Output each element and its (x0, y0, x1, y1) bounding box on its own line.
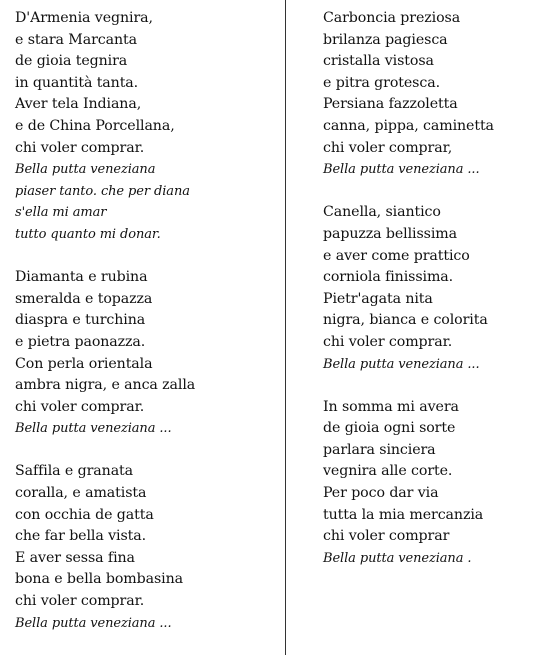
right-column (323, 8, 494, 591)
verse-line: e aver come prattico (323, 247, 470, 264)
verse-line: In somma mi avera (323, 398, 459, 415)
refrain-line: Bella putta veneziana . (323, 550, 472, 566)
verse-line: cristalla vistosa (323, 53, 434, 70)
verse-line: vegnira alle corte. (323, 463, 453, 480)
verse-line: D'Armenia vegnira, (15, 10, 153, 26)
verse-line: e pietra paonazza. (15, 333, 146, 350)
stanza (15, 8, 195, 246)
left-column (15, 8, 195, 656)
verse-line: e stara Marcanta (15, 31, 137, 48)
verse-line: chi voler comprar (323, 528, 450, 545)
verse-line: Persiana fazzoletta (323, 96, 458, 113)
refrain-line: Bella putta veneziana ... (323, 356, 480, 372)
verse-line: Canella, siantico (323, 204, 441, 221)
verse-line: canna, pippa, caminetta (323, 117, 494, 134)
verse-line: Carboncia preziosa (323, 10, 461, 26)
stanza (323, 8, 494, 181)
verse-line: chi voler comprar. (15, 593, 145, 610)
verse-line: Aver tela Indiana, (15, 96, 142, 113)
verse-line: coralla, e amatista (15, 485, 147, 502)
verse-line: Per poco dar via (323, 485, 439, 502)
refrain-line: Bella putta veneziana ... (323, 162, 480, 178)
refrain-line: tutto quanto mi donar. (15, 226, 161, 242)
stanza (15, 461, 195, 634)
verse-line: chi voler comprar. (15, 398, 145, 415)
verse-line: Pietr'agata nita (323, 290, 433, 307)
refrain-line: s'ella mi amar (15, 205, 107, 221)
verse-line: e pitra grotesca. (323, 74, 440, 91)
verse-line: tutta la mia mercanzia (323, 506, 484, 523)
refrain-line: Bella putta veneziana ... (15, 615, 172, 631)
verse-line: nigra, bianca e colorita (323, 312, 488, 329)
refrain-line: Bella putta veneziana (15, 162, 156, 178)
verse-line: con occhia de gatta (15, 506, 154, 523)
column-divider (285, 0, 286, 655)
verse-line: parlara sinciera (323, 441, 436, 458)
verse-line: smeralda e topazza (15, 290, 153, 307)
verse-line: in quantità tanta. (15, 74, 139, 91)
verse-line: e de China Porcellana, (15, 117, 175, 134)
verse-line: che far bella vista. (15, 528, 147, 545)
verse-line: de gioia tegnira (15, 53, 128, 70)
stanza (15, 267, 195, 440)
verse-line: bona e bella bombasina (15, 571, 183, 588)
stanza (323, 397, 494, 570)
verse-line: chi voler comprar. (323, 333, 453, 350)
verse-line: Diamanta e rubina (15, 269, 148, 286)
verse-line: diaspra e turchina (15, 312, 146, 329)
verse-line: E aver sessa fina (15, 549, 135, 566)
verse-line: chi voler comprar. (15, 139, 145, 156)
verse-line: ambra nigra, e anca zalla (15, 377, 196, 394)
stanza (323, 202, 494, 375)
verse-line: Saffila e granata (15, 463, 134, 480)
verse-line: Con perla orientala (15, 355, 153, 372)
verse-line: de gioia ogni sorte (323, 420, 456, 437)
verse-line: chi voler comprar, (323, 139, 453, 156)
refrain-line: piaser tanto. che per diana (15, 183, 190, 199)
refrain-line: Bella putta veneziana ... (15, 421, 172, 437)
verse-line: corniola finissima. (323, 269, 454, 286)
verse-line: papuzza bellissima (323, 225, 457, 242)
verse-line: brilanza pagiesca (323, 31, 448, 48)
